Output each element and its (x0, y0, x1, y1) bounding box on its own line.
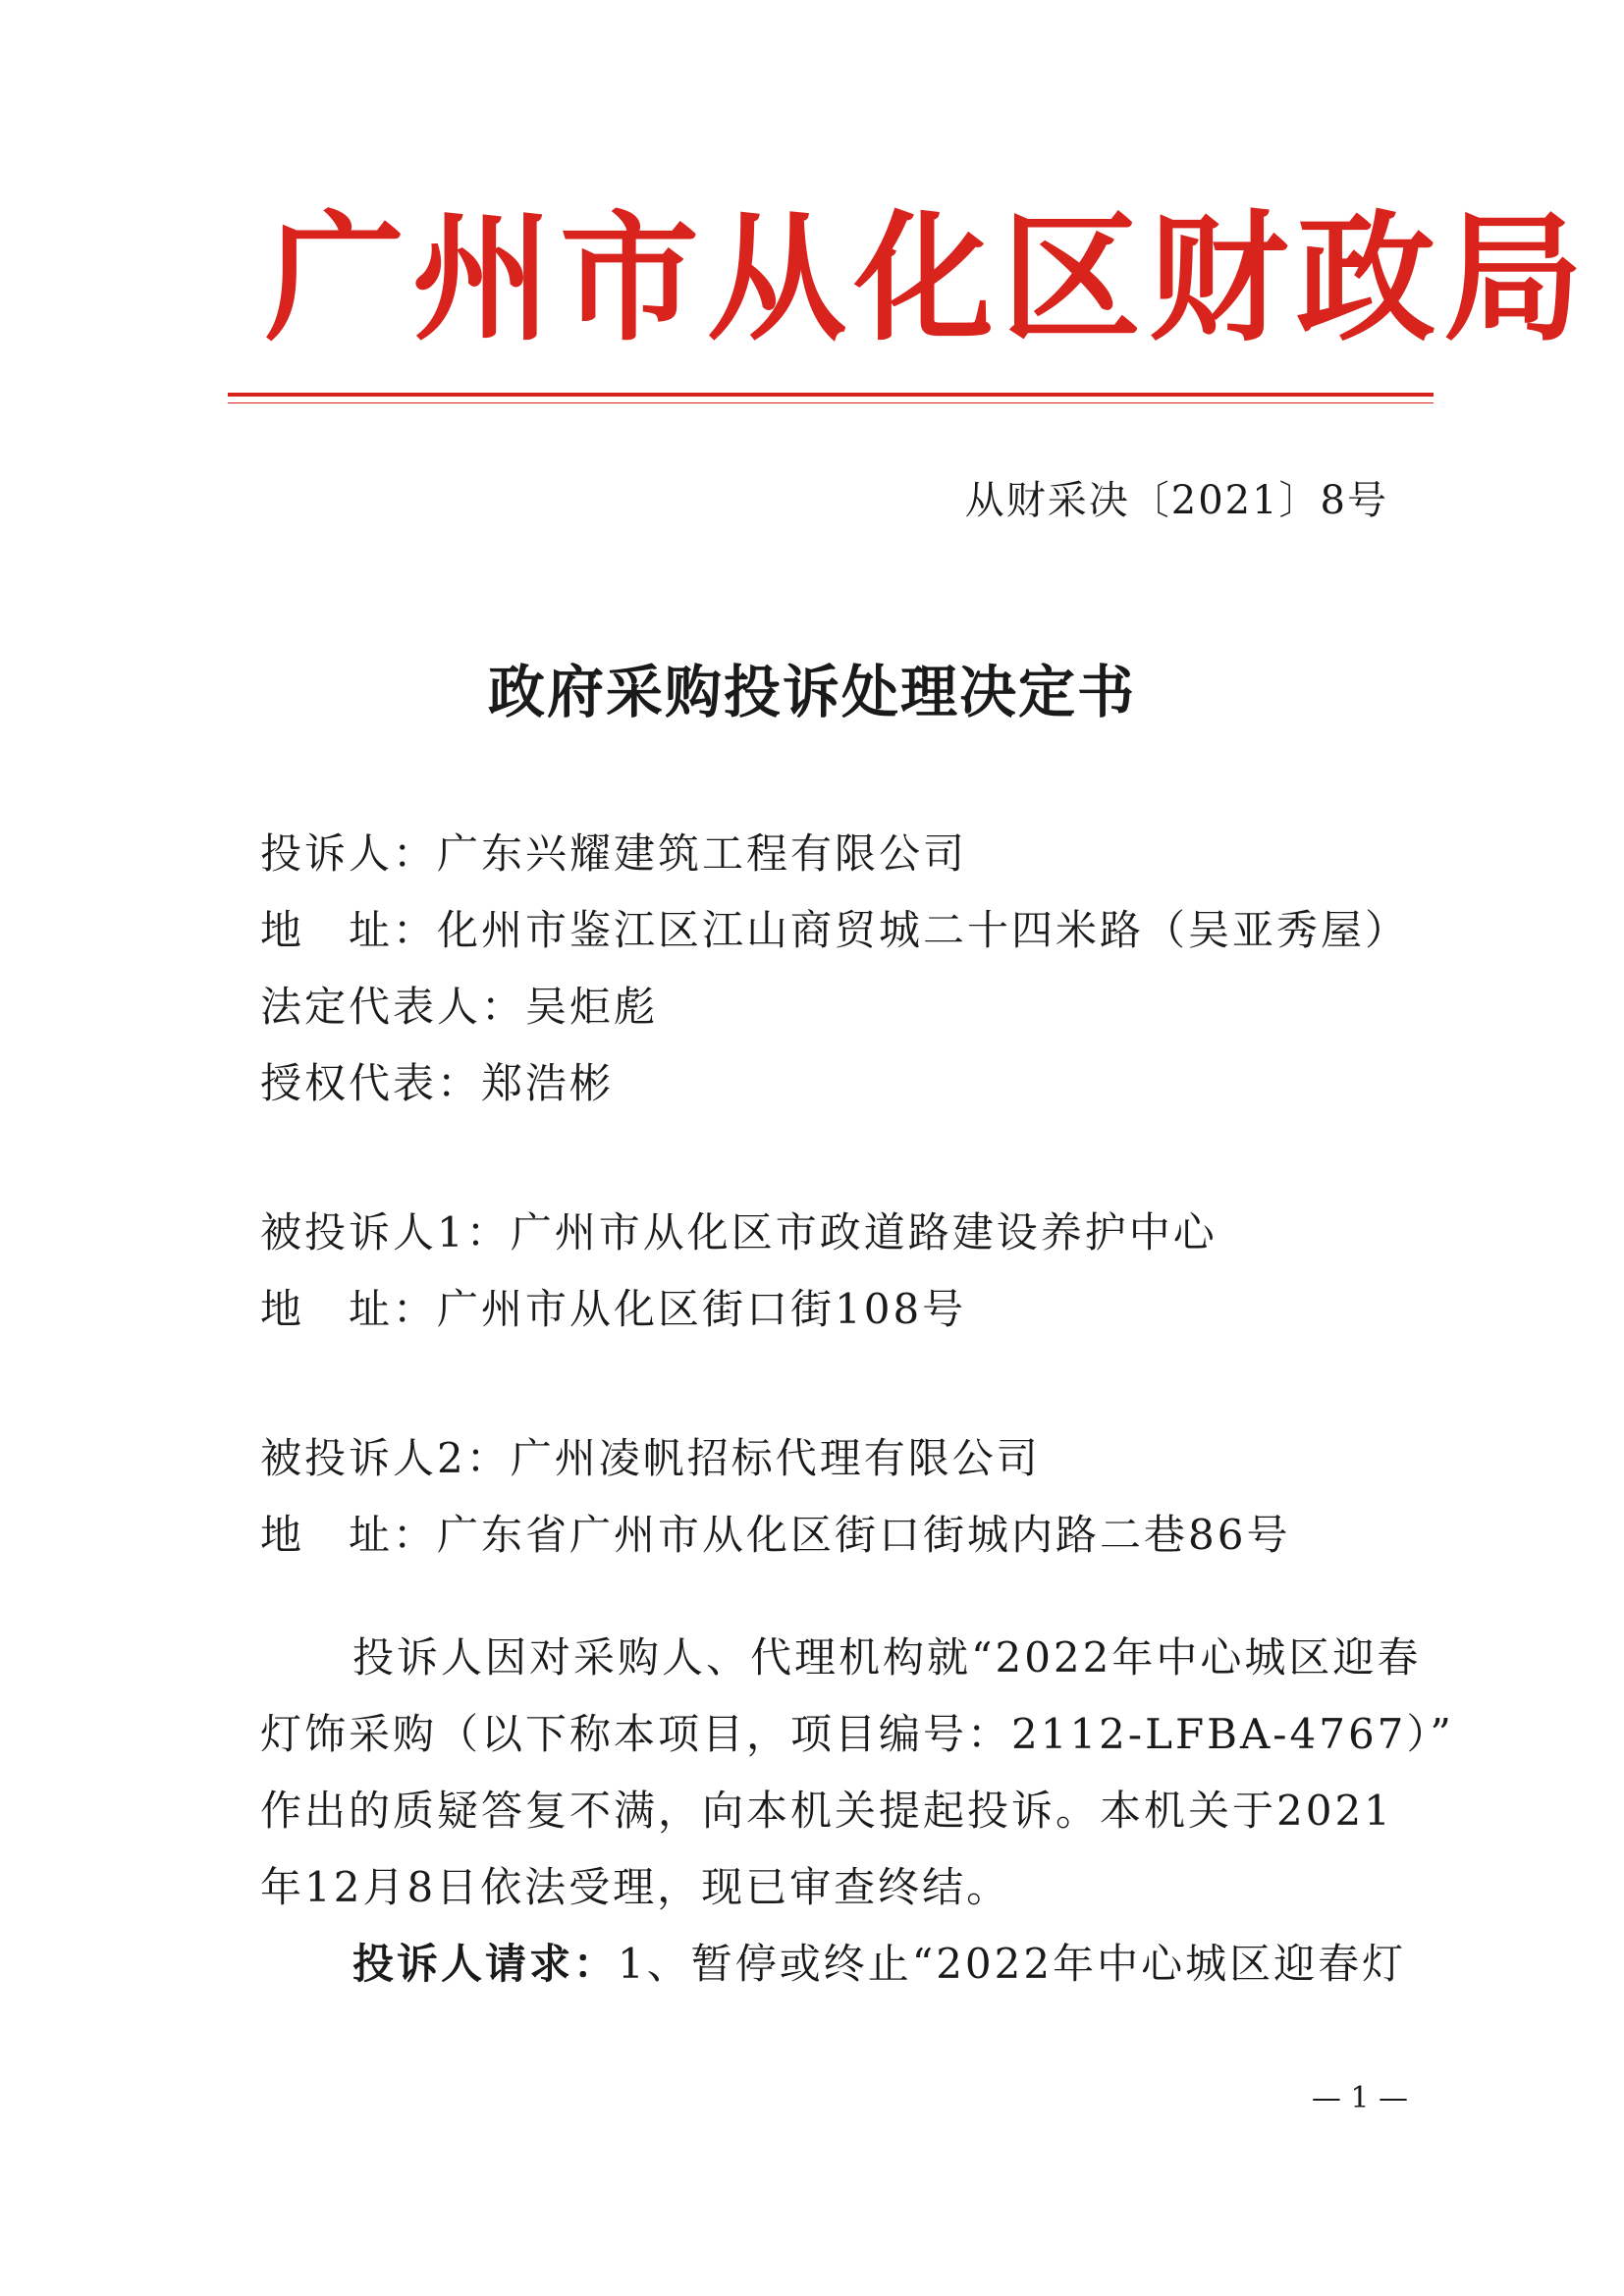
respondent-2-name: 被投诉人2：广州凌帆招标代理有限公司 (260, 1434, 1041, 1482)
document-title: 政府采购投诉处理决定书 (487, 659, 1136, 725)
document-number: 从财采决〔2021〕8号 (964, 478, 1388, 523)
masthead-red-rule (228, 393, 1434, 397)
respondent-2-address: 地 址：广东省广州市从化区街口街城内路二巷86号 (260, 1511, 1291, 1559)
respondent-1-name: 被投诉人1：广州市从化区市政道路建设养护中心 (260, 1208, 1218, 1256)
masthead-red-rule-thin (228, 402, 1434, 403)
complainant-address: 地 址：化州市鉴江区江山商贸城二十四米路（吴亚秀屋） (260, 906, 1410, 954)
complainant-legal-representative: 法定代表人：吴炬彪 (260, 983, 659, 1031)
complaint-background-paragraph (260, 1620, 1454, 1926)
page-number: — 1 — (1311, 2081, 1408, 2115)
paragraph-line: 作出的质疑答复不满，向本机关提起投诉。本机关于2021 (260, 1787, 1393, 1835)
paragraph-line: 灯饰采购（以下称本项目，项目编号：2112-LFBA-4767）” (260, 1710, 1454, 1758)
issuing-authority-masthead: 广州市从化区财政局 (265, 198, 1591, 360)
request-label: 投诉人请求： (352, 1940, 619, 1988)
paragraph-line: 投诉人因对采购人、代理机构就“2022年中心城区迎春 (352, 1633, 1422, 1682)
complainant-authorized-representative: 授权代表：郑浩彬 (260, 1059, 615, 1107)
paragraph-line (260, 1926, 1407, 2002)
complainant-name: 投诉人：广东兴耀建筑工程有限公司 (260, 829, 968, 878)
paragraph-line: 年12月8日依法受理，现已审查终结。 (260, 1863, 1011, 1911)
complainant-request-paragraph (260, 1926, 1407, 2002)
request-text: 1、暂停或终止“2022年中心城区迎春灯 (618, 1940, 1407, 1988)
respondent-1-address: 地 址：广州市从化区街口街108号 (260, 1285, 967, 1333)
